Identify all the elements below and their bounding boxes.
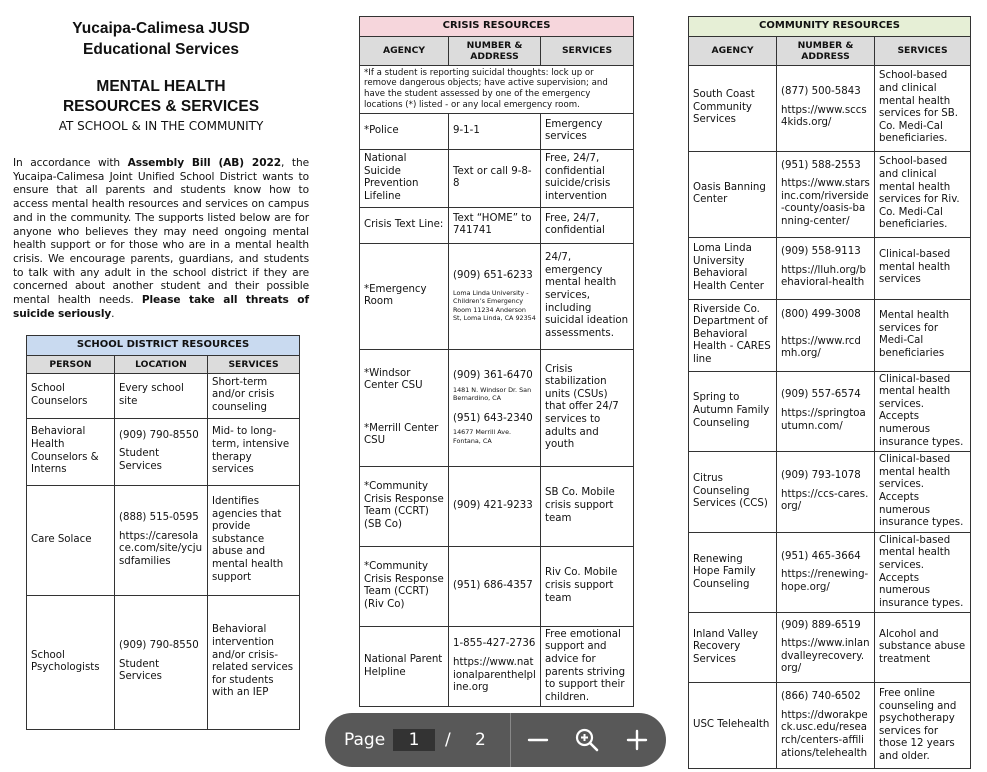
row-number: (909) 557-6574 https://springtoautumn.com/ bbox=[777, 371, 875, 452]
row-services: Free, 24/7, confidential suicide/crisis intervention bbox=[541, 149, 634, 207]
table-row bbox=[689, 683, 971, 769]
table-row bbox=[360, 546, 634, 626]
row-agency: Inland Valley Recovery Services bbox=[689, 613, 777, 683]
agency-link[interactable]: https://www.starsinc.com/riverside-county/oasis-banning-center/ bbox=[781, 178, 870, 227]
row-services: Riv Co. Mobile crisis support team bbox=[541, 546, 634, 626]
page-subtitle: AT SCHOOL & IN THE COMMUNITY bbox=[58, 119, 264, 133]
row-number: (909) 889-6519 https://www.inlandvalleyrecovery.org/ bbox=[777, 613, 875, 683]
row-services: Short-term and/or crisis counseling bbox=[208, 373, 300, 418]
row-agency: *Police bbox=[360, 113, 449, 149]
table-row bbox=[689, 452, 971, 533]
agency-link[interactable]: https://www.sccs4kids.org/ bbox=[781, 104, 867, 129]
total-pages: 2 bbox=[475, 730, 486, 750]
row-services: Clinical-based mental health services. Accepts numerous insurance types. bbox=[875, 452, 971, 533]
row-services: SB Co. Mobile crisis support team bbox=[541, 466, 634, 546]
table-row bbox=[689, 371, 971, 452]
row-services: Mid- to long-term, intensive therapy services bbox=[208, 418, 300, 485]
left-column bbox=[13, 18, 309, 321]
row-agency: Renewing Hope Family Counseling bbox=[689, 532, 777, 613]
agency-link[interactable]: https://www.rcdmh.org/ bbox=[781, 335, 861, 360]
suicide-note: *If a student is reporting suicidal thoughts: lock up or remove dangerous objects; have active supervision; and have the student assessed by one of the emergency locations (*) listed - or any local emergency room. bbox=[360, 65, 634, 113]
table-row bbox=[689, 151, 971, 237]
row-services: Emergency services bbox=[541, 113, 634, 149]
page-control-bar bbox=[325, 713, 666, 767]
row-number: (951) 686-4357 bbox=[449, 546, 541, 626]
row-agency: Crisis Text Line: bbox=[360, 207, 449, 243]
col-header-number: NUMBER & ADDRESS bbox=[449, 36, 541, 65]
row-location: (909) 790-8550 Student Services bbox=[115, 595, 208, 729]
row-agency: National Parent Helpline bbox=[360, 626, 449, 707]
community-resources-table bbox=[688, 16, 971, 769]
row-person: School Counselors bbox=[27, 373, 115, 418]
col-header-services: SERVICES bbox=[875, 36, 971, 65]
table-row bbox=[360, 466, 634, 546]
crisis-table-title: CRISIS RESOURCES bbox=[360, 17, 634, 37]
row-location: (909) 790-8550 Student Services bbox=[115, 418, 208, 485]
row-person: Care Solace bbox=[27, 485, 115, 595]
col-header-person: PERSON bbox=[27, 355, 115, 373]
row-services: Clinical-based mental health services. Accepts numerous insurance types. bbox=[875, 371, 971, 452]
row-number: (909) 651-6233 Loma Linda University - Children’s Emergency Room 11234 Anderson St, Loma Linda, CA 92354 bbox=[449, 243, 541, 349]
plus-icon bbox=[626, 729, 648, 751]
row-number: Text “HOME” to 741741 bbox=[449, 207, 541, 243]
school-district-table bbox=[26, 335, 300, 730]
col-header-services: SERVICES bbox=[208, 355, 300, 373]
row-location: Every school site bbox=[115, 373, 208, 418]
row-number: (866) 740-6502 https://dworakpeck.usc.edu/research/centers-affiliations/telehealth bbox=[777, 683, 875, 769]
agency-link[interactable]: https://lluh.org/behavioral-health bbox=[781, 264, 866, 289]
page-separator: / bbox=[445, 730, 451, 750]
row-agency: USC Telehealth bbox=[689, 683, 777, 769]
row-services: Free emotional support and advice for parents striving to support their children. bbox=[541, 626, 634, 707]
row-services: School-based and clinical mental health services for Riv. Co. Medi-Cal beneficiaries. bbox=[875, 151, 971, 237]
row-services: School-based and clinical mental health services for SB. Co. Medi-Cal beneficiaries. bbox=[875, 65, 971, 151]
table-row bbox=[27, 373, 300, 418]
table-row bbox=[27, 485, 300, 595]
agency-link[interactable]: https://ccs-cares.org/ bbox=[781, 488, 869, 513]
row-number: (800) 499-3008 https://www.rcdmh.org/ bbox=[777, 299, 875, 371]
row-services: Free online counseling and psychotherapy services for those 12 years and older. bbox=[875, 683, 971, 769]
col-header-services: SERVICES bbox=[541, 36, 634, 65]
agency-link[interactable]: https://www.inlandvalleyrecovery.org/ bbox=[781, 638, 870, 675]
title-line2: RESOURCES & SERVICES bbox=[62, 98, 260, 115]
row-location: (888) 515-0595 https://caresolace.com/site/ycjusdfamilies bbox=[115, 485, 208, 595]
table-row bbox=[360, 149, 634, 207]
col-header-location: LOCATION bbox=[115, 355, 208, 373]
current-page-input[interactable]: 1 bbox=[393, 729, 435, 751]
table-row bbox=[689, 237, 971, 299]
care-solace-link[interactable]: https://caresolace.com/site/ycjusdfamilies bbox=[119, 530, 203, 567]
row-services: Clinical-based mental health services bbox=[875, 237, 971, 299]
row-services: Alcohol and substance abuse treatment bbox=[875, 613, 971, 683]
agency-link[interactable]: https://renewing-hope.org/ bbox=[781, 569, 869, 593]
zoom-in-button[interactable] bbox=[623, 726, 651, 754]
row-services: Mental health services for Medi-Cal beneficiaries bbox=[875, 299, 971, 371]
table-row bbox=[689, 299, 971, 371]
row-number: (951) 465-3664 https://renewing-hope.org/ bbox=[777, 532, 875, 613]
table-row bbox=[360, 349, 634, 466]
row-agency: *Community Crisis Response Team (CCRT) (SB Co) bbox=[360, 466, 449, 546]
row-services: Behavioral intervention and/or crisis-related services for students with an IEP bbox=[208, 595, 300, 729]
minus-icon bbox=[527, 729, 549, 751]
zoom-fit-button[interactable] bbox=[573, 726, 601, 754]
department-name: Educational Services bbox=[83, 41, 239, 58]
title-line1: MENTAL HEALTH bbox=[96, 78, 226, 95]
row-number: (909) 421-9233 bbox=[449, 466, 541, 546]
row-agency: *Community Crisis Response Team (CCRT) (Riv Co) bbox=[360, 546, 449, 626]
table-row bbox=[27, 595, 300, 729]
row-number: 9-1-1 bbox=[449, 113, 541, 149]
row-agency: Citrus Counseling Services (CCS) bbox=[689, 452, 777, 533]
row-agency: South Coast Community Services bbox=[689, 65, 777, 151]
row-agency: Riverside Co. Department of Behavioral Health - CARES line bbox=[689, 299, 777, 371]
row-number: 1-855-427-2736 https://www.nationalparenthelpline.org bbox=[449, 626, 541, 707]
row-number: (909) 793-1078 https://ccs-cares.org/ bbox=[777, 452, 875, 533]
row-number: (951) 588-2553 https://www.starsinc.com/riverside-county/oasis-banning-center/ bbox=[777, 151, 875, 237]
table-row bbox=[360, 243, 634, 349]
crisis-resources-table bbox=[359, 16, 634, 707]
agency-link[interactable]: https://dworakpeck.usc.edu/research/centers-affiliations/telehealth bbox=[781, 709, 868, 759]
table-row bbox=[360, 113, 634, 149]
row-services: 24/7, emergency mental health services, including suicidal ideation assessments. bbox=[541, 243, 634, 349]
page-label: Page bbox=[344, 730, 386, 750]
table-row bbox=[27, 418, 300, 485]
table-row bbox=[689, 65, 971, 151]
parent-helpline-link[interactable]: https://www.nationalparenthelpline.org bbox=[453, 656, 536, 694]
row-number: (909) 361-6470 1481 N. Windsor Dr. San Bernardino, CA (951) 643-2340 14677 Merrill Ave. Fontana, CA bbox=[449, 349, 541, 466]
community-table-title: COMMUNITY RESOURCES bbox=[689, 17, 971, 37]
zoom-out-button[interactable] bbox=[524, 726, 552, 754]
intro-paragraph: In accordance with Assembly Bill (AB) 2022, the Yucaipa-Calimesa Joint Unified School District wants to ensure that all parents and students know how to access mental health resources and services on campus and in the community. The supports listed below are for anyone who believes they may need ongoing mental health support or for those who are in a mental health crisis. We encourage parents, guardians, and students to talk with any adult in the school district if they are concerned about another student and their possible mental health needs. Please take all threats of suicide seriously. bbox=[13, 157, 310, 320]
row-agency: *Windsor Center CSU *Merrill Center CSU bbox=[360, 349, 449, 466]
row-person: Behavioral Health Counselors & Interns bbox=[27, 418, 115, 485]
col-header-agency: AGENCY bbox=[360, 36, 449, 65]
magnifier-plus-icon bbox=[574, 727, 600, 753]
row-services: Crisis stabilization units (CSUs) that offer 24/7 services to adults and youth bbox=[541, 349, 634, 466]
row-number: (877) 500-5843 https://www.sccs4kids.org/ bbox=[777, 65, 875, 151]
row-services: Free, 24/7, confidential bbox=[541, 207, 634, 243]
row-number: (909) 558-9113 https://lluh.org/behavioral-health bbox=[777, 237, 875, 299]
table-row bbox=[689, 532, 971, 613]
divider bbox=[510, 713, 511, 767]
agency-link[interactable]: https://springtoautumn.com/ bbox=[781, 408, 866, 432]
row-services: Clinical-based mental health services. Accepts numerous insurance types. bbox=[875, 532, 971, 613]
row-agency: *Emergency Room bbox=[360, 243, 449, 349]
table-row bbox=[360, 626, 634, 707]
row-agency: Oasis Banning Center bbox=[689, 151, 777, 237]
district-name: Yucaipa-Calimesa JUSD bbox=[72, 20, 250, 37]
school-table-title: SCHOOL DISTRICT RESOURCES bbox=[27, 336, 300, 356]
row-services: Identifies agencies that provide substance abuse and mental health support bbox=[208, 485, 300, 595]
row-agency: National Suicide Prevention Lifeline bbox=[360, 149, 449, 207]
row-number: Text or call 9-8-8 bbox=[449, 149, 541, 207]
row-agency: Spring to Autumn Family Counseling bbox=[689, 371, 777, 452]
table-row bbox=[689, 613, 971, 683]
col-header-number: NUMBER & ADDRESS bbox=[777, 36, 875, 65]
col-header-agency: AGENCY bbox=[689, 36, 777, 65]
row-person: School Psychologists bbox=[27, 595, 115, 729]
table-row bbox=[360, 207, 634, 243]
row-agency: Loma Linda University Behavioral Health Center bbox=[689, 237, 777, 299]
